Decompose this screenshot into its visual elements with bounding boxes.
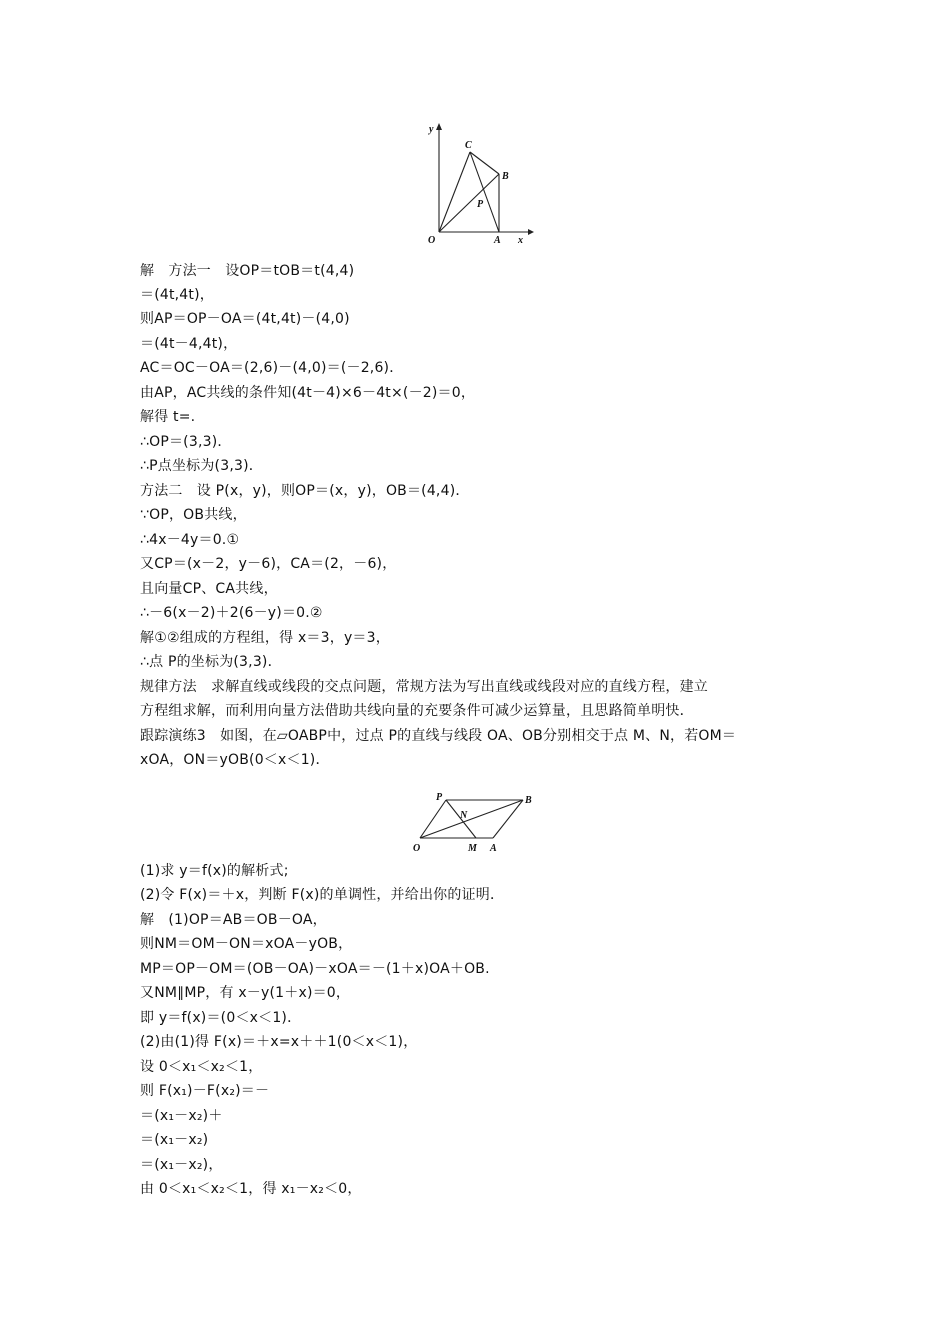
label-C: C (465, 140, 472, 151)
text-line: 又CP＝(x－2，y－6)，CA＝(2，－6)， (140, 556, 397, 572)
text-line: ∴P点坐标为(3,3)． (140, 458, 263, 474)
text-line: 则NM＝OM－ON＝xOA－yOB， (140, 936, 353, 952)
text-line: 跟踪演练3 如图，在▱OABP中，过点 P的直线与线段 OA、OB分别相交于点 M、N，若OM＝ (140, 728, 737, 744)
text-line: AC＝OC－OA＝(2,6)－(4,0)＝(－2,6)． (140, 360, 404, 376)
label-y: y (429, 124, 434, 135)
segment-CA (470, 152, 499, 232)
text-line: 且向量CP、CA共线， (140, 581, 278, 597)
label-A: A (494, 235, 501, 246)
text-line: ＝(4t－4,4t)， (140, 336, 238, 352)
text-line: 解 (1)OP＝AB＝OB－OA， (140, 912, 327, 928)
text-line: 方法二 设 P(x，y)，则OP＝(x，y)，OB＝(4,4)． (140, 483, 470, 499)
text-line: (2)由(1)得 F(x)＝＋x=x＋＋1(0＜x＜1)， (140, 1034, 418, 1050)
label-P: P (436, 792, 443, 803)
text-line: 则AP＝OP－OA＝(4t,4t)－(4,0) (140, 311, 350, 327)
label-O: O (413, 843, 421, 854)
text-line: (1)求 y＝f(x)的解析式; (140, 863, 289, 879)
label-B: B (525, 795, 532, 806)
segment-OB (439, 174, 499, 232)
text-line: 解 方法一 设OP＝tOB＝t(4,4) (140, 263, 355, 279)
y-axis-arrow (436, 123, 442, 130)
text-line: ＝(x₁－x₂)＋ (140, 1108, 223, 1124)
coordinate-figure (415, 118, 535, 250)
text-line: ∴－6(x－2)＋2(6－y)＝0.② (140, 605, 323, 621)
x-axis-arrow (528, 229, 534, 235)
label-O: O (428, 235, 436, 246)
text-line: 则 F(x₁)－F(x₂)＝－ (140, 1083, 270, 1099)
label-A: A (490, 843, 497, 854)
text-line: ＝(x₁－x₂) (140, 1132, 209, 1148)
text-line: 由AP，AC共线的条件知(4t－4)×6－4t×(－2)＝0， (140, 385, 476, 401)
segment-OC (439, 152, 470, 232)
text-line: ∴OP＝(3,3)． (140, 434, 232, 450)
text-line: 由 0＜x₁＜x₂＜1，得 x₁－x₂＜0， (140, 1181, 362, 1197)
text-line: MP＝OP－OM＝(OB－OA)－xOA＝－(1＋x)OA＋OB. (140, 961, 490, 977)
text-line: (2)令 F(x)＝＋x，判断 F(x)的单调性，并给出你的证明． (140, 887, 505, 903)
text-line: ∵OP，OB共线， (140, 507, 247, 523)
label-x: x (518, 235, 523, 246)
text-line: 设 0＜x₁＜x₂＜1， (140, 1059, 263, 1075)
text-line: ＝(x₁－x₂)， (140, 1157, 223, 1173)
label-N: N (460, 810, 468, 821)
segment-PO (420, 800, 446, 838)
text-line: ∴点 P的坐标为(3,3)． (140, 654, 282, 670)
text-line: ∴4x－4y＝0.① (140, 532, 240, 548)
text-line: 解①②组成的方程组，得 x＝3，y＝3， (140, 630, 390, 646)
text-line: 解得 t=. (140, 409, 196, 425)
label-M: M (468, 843, 477, 854)
label-P: P (477, 199, 484, 210)
text-line: 又NM∥MP，有 x－y(1＋x)＝0， (140, 985, 351, 1001)
text-line: 即 y＝f(x)＝(0＜x＜1)． (140, 1010, 302, 1026)
text-line: 规律方法 求解直线或线段的交点问题，常规方法为写出直线或线段对应的直线方程，建立 (140, 679, 708, 695)
parallelogram-figure (410, 790, 540, 858)
text-line: ＝(4t,4t)， (140, 287, 214, 303)
text-line: 方程组求解，而利用向量方法借助共线向量的充要条件可减少运算量，且思路简单明快． (140, 703, 694, 719)
label-B: B (502, 171, 509, 182)
text-line: xOA，ON＝yOB(0＜x＜1)． (140, 752, 330, 768)
